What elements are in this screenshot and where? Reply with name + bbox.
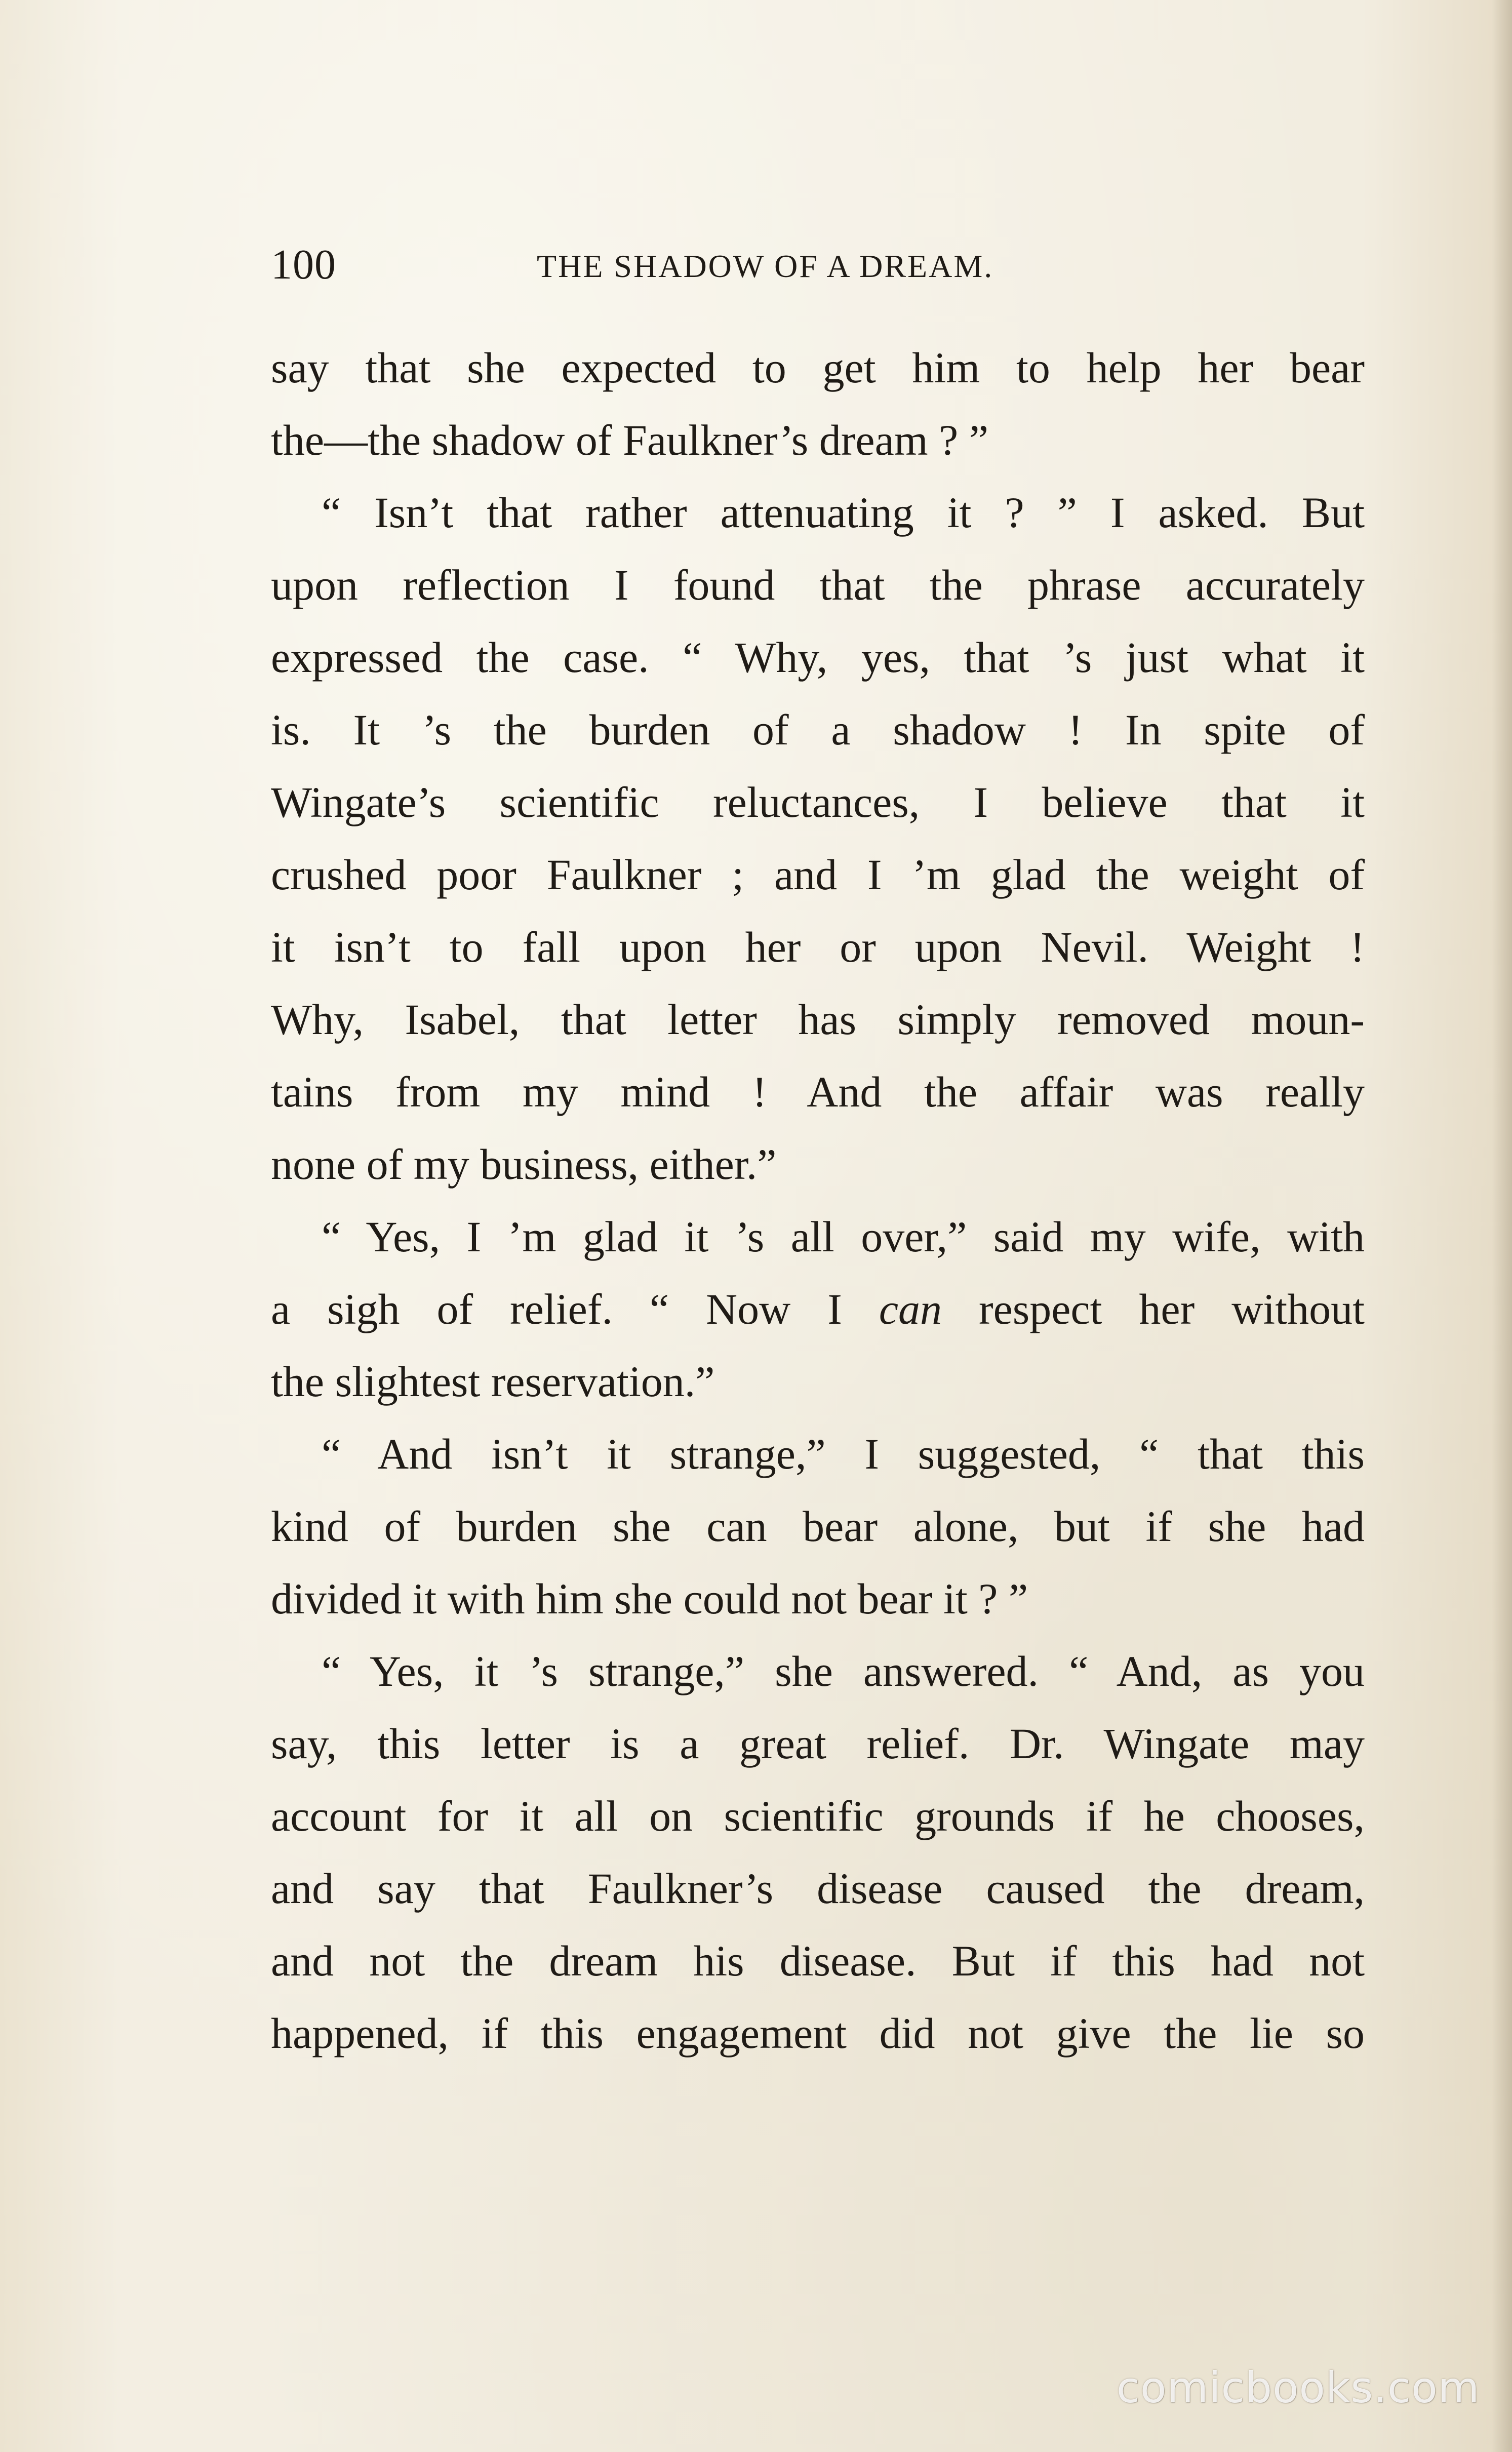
text-line: account for it all on scientific grounds if he chooses, <box>271 1792 1365 1840</box>
text-line: say, this letter is a great relief. Dr. Wingate may <box>271 1719 1365 1768</box>
page-edge-shadow <box>1492 0 1512 2452</box>
text-line: “ Yes, I ’m glad it ’s all over,” said my wife, with <box>322 1212 1365 1261</box>
body-text <box>271 332 1365 2070</box>
text-line: Wingate’s scientific reluctances, I believe that it <box>271 778 1365 826</box>
text-line: expressed the case. “ Why, yes, that ’s just what it <box>271 633 1365 682</box>
running-head <box>271 237 1365 293</box>
text-line: upon reflection I found that the phrase accurately <box>271 561 1365 609</box>
text-line: say that she expected to get him to help her bear <box>271 343 1365 392</box>
text-line: and not the dream his disease. But if this had not <box>271 1936 1365 1985</box>
text-line: “ And isn’t it strange,” I suggested, “ that this <box>322 1430 1365 1478</box>
page-number: 100 <box>271 241 336 288</box>
text-line: a sigh of relief. “ Now I can respect her without <box>271 1285 1365 1333</box>
text-line: tains from my mind ! And the affair was really <box>271 1067 1365 1116</box>
text-line: and say that Faulkner’s disease caused the dream, <box>271 1864 1365 1913</box>
running-title: THE SHADOW OF A DREAM. <box>537 248 994 284</box>
watermark: comicbooks.com <box>1117 2363 1480 2413</box>
text-line: the—the shadow of Faulkner’s dream ? ” <box>271 416 988 464</box>
text-line: Why, Isabel, that letter has simply removed moun- <box>271 995 1365 1044</box>
text-line: divided it with him she could not bear it ? ” <box>271 1574 1028 1623</box>
text-line: crushed poor Faulkner ; and I ’m glad the weight of <box>271 850 1365 899</box>
text-line: kind of burden she can bear alone, but if she had <box>271 1502 1365 1551</box>
text-line: it isn’t to fall upon her or upon Nevil. Weight ! <box>271 923 1365 971</box>
text-line: none of my business, either.” <box>271 1140 777 1189</box>
text-line: “ Isn’t that rather attenuating it ? ” I asked. But <box>322 488 1365 537</box>
text-line: the slightest reservation.” <box>271 1357 715 1406</box>
text-line: happened, if this engagement did not give the lie so <box>271 2009 1365 2058</box>
italic-emphasis: can <box>879 1285 942 1333</box>
text-line: is. It ’s the burden of a shadow ! In spite of <box>271 705 1365 754</box>
text-line: “ Yes, it ’s strange,” she answered. “ And, as you <box>322 1647 1365 1695</box>
